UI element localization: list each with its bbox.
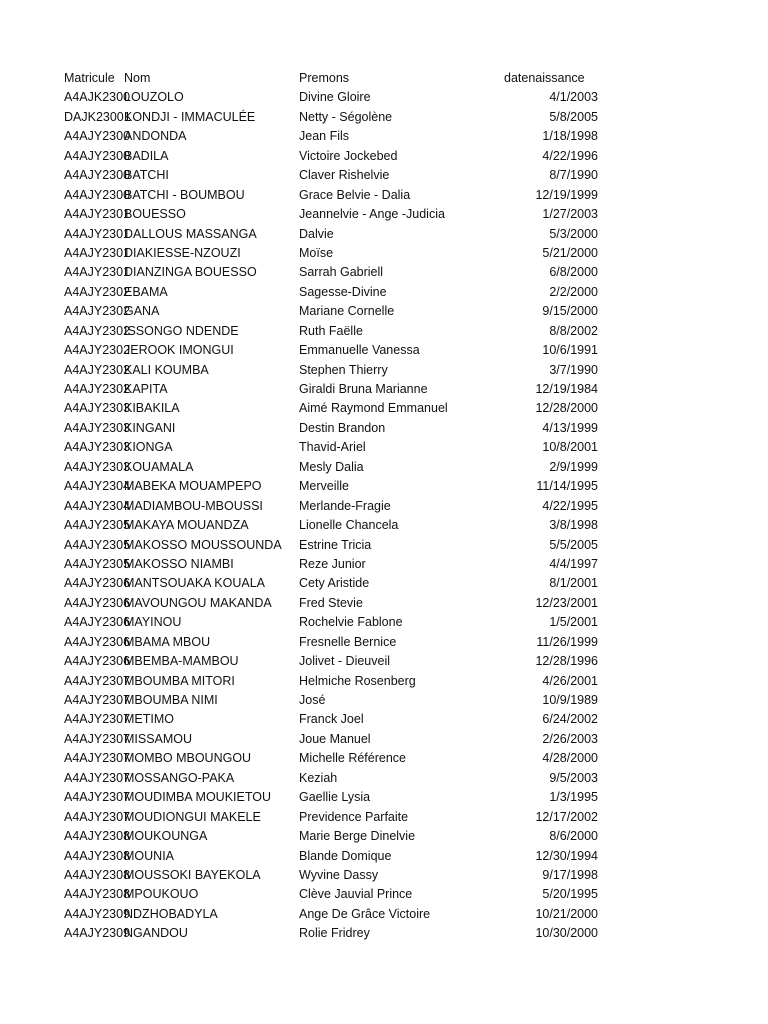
cell-matricule: A4AJY2301 [64, 207, 131, 222]
table-row [64, 730, 604, 749]
table-row [64, 341, 604, 360]
cell-nom: MAKOSSO NIAMBI [124, 556, 234, 571]
cell-matricule: A4AJY2307 [64, 751, 131, 766]
cell-matricule: A4AJY2304 [64, 498, 131, 513]
cell-premons: José [299, 693, 326, 707]
table-row [64, 108, 604, 127]
cell-nom: MOSSANGO-PAKA [124, 770, 235, 785]
cell-nom: KIONGA [124, 440, 173, 455]
header-nom: Nom [124, 71, 151, 85]
cell-matricule: A4AJY2302 [64, 382, 131, 396]
table-row [64, 555, 604, 574]
cell-datenaissance: 8/8/2002 [549, 323, 598, 338]
cell-datenaissance: 12/28/2000 [535, 401, 598, 416]
cell-nom: DIANZINGA BOUESSO [124, 265, 257, 280]
cell-matricule: A4AJY2301 [64, 245, 131, 260]
cell-premons: Giraldi Bruna Marianne [299, 382, 428, 396]
table-row [64, 361, 604, 380]
cell-nom: MBAMA MBOU [124, 634, 211, 649]
cell-matricule: A4AJY2307 [64, 809, 131, 824]
cell-nom: KOUAMALA [124, 459, 194, 474]
cell-premons: Dalvie [299, 226, 334, 241]
table-row [64, 186, 604, 205]
cell-datenaissance: 9/5/2003 [549, 770, 598, 785]
cell-matricule: A4AJY2306 [64, 615, 131, 630]
cell-matricule: A4AJY2302 [64, 284, 131, 299]
cell-datenaissance: 6/8/2000 [549, 265, 598, 280]
cell-nom: JEROOK IMONGUI [124, 343, 234, 358]
cell-matricule: A4AJY2305 [64, 556, 131, 571]
cell-matricule: A4AJY2306 [64, 634, 131, 649]
cell-matricule: A4AJK2300 [64, 90, 131, 105]
cell-nom: MOMBO MBOUNGOU [124, 751, 252, 766]
cell-premons: Jeannelvie - Ange -Judicia [299, 207, 445, 222]
cell-premons: Rolie Fridrey [299, 926, 370, 941]
cell-datenaissance: 4/1/2003 [549, 90, 598, 105]
cell-premons: Blande Domique [299, 848, 392, 863]
cell-datenaissance: 8/6/2000 [549, 829, 598, 844]
cell-premons: Rochelvie Fablone [299, 615, 403, 630]
cell-matricule: A4AJY2302 [64, 304, 131, 319]
cell-datenaissance: 12/17/2002 [535, 809, 598, 824]
cell-nom: EBAMA [124, 284, 168, 299]
cell-datenaissance: 4/26/2001 [542, 673, 598, 688]
cell-nom: MANTSOUAKA KOUALA [124, 576, 266, 591]
table-row [64, 594, 604, 613]
table-row [64, 672, 604, 691]
cell-nom: MAKAYA MOUANDZA [124, 518, 249, 533]
cell-nom: KIBAKILA [124, 401, 180, 416]
cell-nom: BATCHI - BOUMBOU [124, 187, 245, 202]
cell-datenaissance: 10/6/1991 [542, 343, 598, 358]
cell-matricule: A4AJY2308 [64, 829, 131, 844]
cell-nom: MPOUKOUO [124, 887, 199, 902]
cell-premons: Estrine Tricia [299, 537, 372, 552]
table-row [64, 516, 604, 535]
cell-nom: MOUDIMBA MOUKIETOU [124, 790, 272, 805]
cell-datenaissance: 12/19/1984 [535, 382, 598, 396]
cell-datenaissance: 11/14/1995 [536, 479, 598, 494]
cell-matricule: A4AJY2300 [64, 187, 131, 202]
cell-matricule: A4AJY2300 [64, 148, 131, 163]
table-row [64, 244, 604, 263]
cell-nom: ANDONDA [124, 129, 187, 144]
cell-datenaissance: 6/24/2002 [542, 712, 598, 727]
table-row [64, 166, 604, 185]
table-row [64, 769, 604, 788]
cell-datenaissance: 10/9/1989 [542, 693, 598, 707]
cell-premons: Joue Manuel [299, 731, 371, 746]
cell-premons: Franck Joel [299, 712, 364, 727]
cell-premons: Fred Stevie [299, 595, 363, 610]
cell-premons: Stephen Thierry [299, 362, 388, 377]
cell-matricule: A4AJY2307 [64, 731, 131, 746]
table-row [64, 613, 604, 632]
table-row [64, 458, 604, 477]
cell-datenaissance: 9/17/1998 [542, 867, 598, 882]
cell-nom: MOUKOUNGA [124, 829, 208, 844]
cell-premons: Moïse [299, 245, 334, 260]
cell-matricule: A4AJY2303 [64, 420, 131, 435]
cell-nom: MISSAMOU [124, 731, 193, 746]
table-row [64, 225, 604, 244]
cell-premons: Sagesse-Divine [299, 284, 387, 299]
cell-datenaissance: 5/8/2005 [549, 109, 598, 124]
cell-nom: MOUNIA [124, 848, 174, 863]
cell-datenaissance: 11/26/1999 [536, 634, 598, 649]
cell-matricule: DAJK23001 [64, 109, 131, 124]
cell-datenaissance: 1/3/1995 [549, 790, 598, 805]
cell-nom: MBOUMBA MITORI [124, 673, 235, 688]
table-row [64, 691, 604, 710]
header-premons: Premons [299, 71, 350, 85]
cell-matricule: A4AJY2300 [64, 129, 131, 144]
cell-premons: Merveille [299, 479, 350, 494]
cell-premons: Michelle Référence [299, 751, 406, 766]
table-row [64, 419, 604, 438]
cell-nom: BOUESSO [124, 207, 186, 222]
cell-premons: Victoire Jockebed [299, 148, 398, 163]
cell-nom: BATCHI [124, 168, 169, 183]
cell-matricule: A4AJY2308 [64, 848, 131, 863]
table-row [64, 399, 604, 418]
table-row [64, 322, 604, 341]
cell-datenaissance: 3/7/1990 [549, 362, 598, 377]
cell-nom: MAKOSSO MOUSSOUNDA [124, 537, 282, 552]
cell-datenaissance: 12/28/1996 [535, 654, 598, 669]
table-row [64, 633, 604, 652]
cell-premons: Mesly Dalia [299, 459, 364, 474]
table-row [64, 283, 604, 302]
table-row [64, 497, 604, 516]
table-row [64, 380, 604, 399]
cell-nom: MBEMBA-MAMBOU [124, 654, 239, 669]
cell-nom: MBOUMBA NIMI [124, 693, 218, 707]
cell-nom: GANA [124, 304, 160, 319]
cell-datenaissance: 2/26/2003 [542, 731, 598, 746]
table-row [64, 88, 604, 107]
cell-matricule: A4AJY2303 [64, 440, 131, 455]
cell-matricule: A4AJY2303 [64, 401, 131, 416]
cell-nom: NGANDOU [124, 926, 188, 941]
header-datenaissance: datenaissance [504, 71, 585, 85]
cell-datenaissance: 5/3/2000 [549, 226, 598, 241]
cell-matricule: A4AJY2308 [64, 887, 131, 902]
table-row [64, 885, 604, 904]
cell-matricule: A4AJY2307 [64, 673, 131, 688]
cell-premons: Marie Berge Dinelvie [299, 829, 416, 844]
cell-nom: BADILA [124, 148, 169, 163]
cell-matricule: A4AJY2307 [64, 693, 131, 707]
cell-premons: Previdence Parfaite [299, 809, 409, 824]
cell-premons: Wyvine Dassy [299, 867, 379, 882]
cell-datenaissance: 5/20/1995 [542, 887, 598, 902]
cell-nom: MOUSSOKI BAYEKOLA [124, 867, 261, 882]
cell-nom: MADIAMBOU-MBOUSSI [124, 498, 263, 513]
cell-datenaissance: 12/23/2001 [535, 595, 598, 610]
cell-premons: Clève Jauvial Prince [299, 887, 413, 902]
cell-nom: KINGANI [124, 420, 176, 435]
table-row [64, 808, 604, 827]
cell-nom: MAVOUNGOU MAKANDA [124, 595, 272, 610]
cell-datenaissance: 2/9/1999 [549, 459, 598, 474]
cell-matricule: A4AJY2302 [64, 343, 131, 358]
cell-datenaissance: 12/19/1999 [535, 187, 598, 202]
cell-matricule: A4AJY2305 [64, 518, 131, 533]
cell-datenaissance: 5/21/2000 [542, 245, 598, 260]
cell-datenaissance: 4/28/2000 [542, 751, 598, 766]
cell-datenaissance: 4/4/1997 [549, 556, 598, 571]
table-row [64, 652, 604, 671]
table-row [64, 847, 604, 866]
cell-datenaissance: 8/7/1990 [549, 168, 598, 183]
table-row [64, 536, 604, 555]
cell-premons: Lionelle Chancela [299, 518, 399, 533]
cell-matricule: A4AJY2306 [64, 595, 131, 610]
table-row [64, 866, 604, 885]
cell-premons: Sarrah Gabriell [299, 265, 384, 280]
cell-premons: Grace Belvie - Dalia [299, 187, 411, 202]
cell-matricule: A4AJY2303 [64, 459, 131, 474]
cell-datenaissance: 1/5/2001 [549, 615, 598, 630]
table-row [64, 924, 604, 943]
cell-nom: DIAKIESSE-NZOUZI [124, 245, 241, 260]
cell-premons: Reze Junior [299, 556, 366, 571]
cell-premons: Merlande-Fragie [299, 498, 391, 513]
cell-matricule: A4AJY2306 [64, 654, 131, 669]
cell-datenaissance: 5/5/2005 [549, 537, 598, 552]
table-row [64, 749, 604, 768]
cell-premons: Emmanuelle Vanessa [299, 343, 420, 358]
cell-premons: Ange De Grâce Victoire [299, 906, 431, 921]
cell-datenaissance: 3/8/1998 [549, 518, 598, 533]
cell-nom: MABEKA MOUAMPEPO [124, 479, 262, 494]
cell-matricule: A4AJY2307 [64, 770, 131, 785]
cell-datenaissance: 12/30/1994 [535, 848, 598, 863]
table-row [64, 710, 604, 729]
cell-premons: Aimé Raymond Emmanuel [299, 401, 448, 416]
cell-datenaissance: 4/13/1999 [542, 420, 598, 435]
cell-matricule: A4AJY2302 [64, 323, 131, 338]
cell-matricule: A4AJY2305 [64, 537, 131, 552]
cell-matricule: A4AJY2309 [64, 926, 131, 941]
cell-premons: Helmiche Rosenberg [299, 673, 416, 688]
cell-premons: Cety Aristide [299, 576, 370, 591]
cell-premons: Jolivet - Dieuveil [299, 654, 391, 669]
cell-premons: Jean Fils [299, 129, 350, 144]
cell-premons: Keziah [299, 770, 338, 785]
cell-nom: KONDJI - IMMACULÉE [124, 109, 256, 124]
cell-datenaissance: 1/27/2003 [542, 207, 598, 222]
cell-matricule: A4AJY2304 [64, 479, 131, 494]
table-row [64, 574, 604, 593]
cell-datenaissance: 9/15/2000 [542, 304, 598, 319]
cell-matricule: A4AJY2302 [64, 362, 131, 377]
cell-premons: Thavid-Ariel [299, 440, 366, 455]
header-matricule: Matricule [64, 71, 115, 85]
table-row [64, 788, 604, 807]
cell-datenaissance: 1/18/1998 [542, 129, 598, 144]
cell-premons: Divine Gloire [299, 90, 371, 105]
table-row [64, 905, 604, 924]
cell-datenaissance: 8/1/2001 [549, 576, 598, 591]
cell-datenaissance: 4/22/1996 [542, 148, 598, 163]
cell-matricule: A4AJY2307 [64, 712, 131, 727]
cell-datenaissance: 2/2/2000 [549, 284, 598, 299]
table-row [64, 438, 604, 457]
cell-nom: LOUZOLO [124, 90, 184, 105]
table-body [64, 88, 604, 943]
cell-matricule: A4AJY2308 [64, 867, 131, 882]
table-row [64, 263, 604, 282]
cell-premons: Destin Brandon [299, 420, 386, 435]
table-row [64, 302, 604, 321]
cell-nom: ISSONGO NDENDE [124, 323, 239, 338]
cell-nom: NDZHOBADYLA [124, 906, 218, 921]
cell-matricule: A4AJY2306 [64, 576, 131, 591]
table-row [64, 827, 604, 846]
cell-nom: MOUDIONGUI MAKELE [124, 809, 261, 824]
cell-premons: Gaellie Lysia [299, 790, 371, 805]
cell-premons: Fresnelle Bernice [299, 634, 397, 649]
cell-matricule: A4AJY2300 [64, 168, 131, 183]
cell-matricule: A4AJY2301 [64, 265, 131, 280]
table-row [64, 147, 604, 166]
cell-datenaissance: 10/8/2001 [542, 440, 598, 455]
cell-matricule: A4AJY2301 [64, 226, 131, 241]
cell-premons: Netty - Ségolène [299, 109, 393, 124]
cell-datenaissance: 4/22/1995 [542, 498, 598, 513]
cell-nom: DALLOUS MASSANGA [124, 226, 257, 241]
cell-nom: METIMO [124, 712, 174, 727]
header-row [64, 69, 604, 88]
spreadsheet-table [64, 69, 604, 944]
cell-matricule: A4AJY2307 [64, 790, 131, 805]
cell-premons: Mariane Cornelle [299, 304, 395, 319]
table-row [64, 127, 604, 146]
table-row [64, 205, 604, 224]
cell-datenaissance: 10/21/2000 [535, 906, 598, 921]
cell-premons: Claver Rishelvie [299, 168, 390, 183]
table-row [64, 477, 604, 496]
cell-matricule: A4AJY2309 [64, 906, 131, 921]
cell-nom: KALI KOUMBA [124, 362, 209, 377]
cell-datenaissance: 10/30/2000 [535, 926, 598, 941]
cell-nom: MAYINOU [124, 615, 182, 630]
cell-premons: Ruth Faëlle [299, 323, 363, 338]
cell-nom: KAPITA [124, 382, 168, 396]
